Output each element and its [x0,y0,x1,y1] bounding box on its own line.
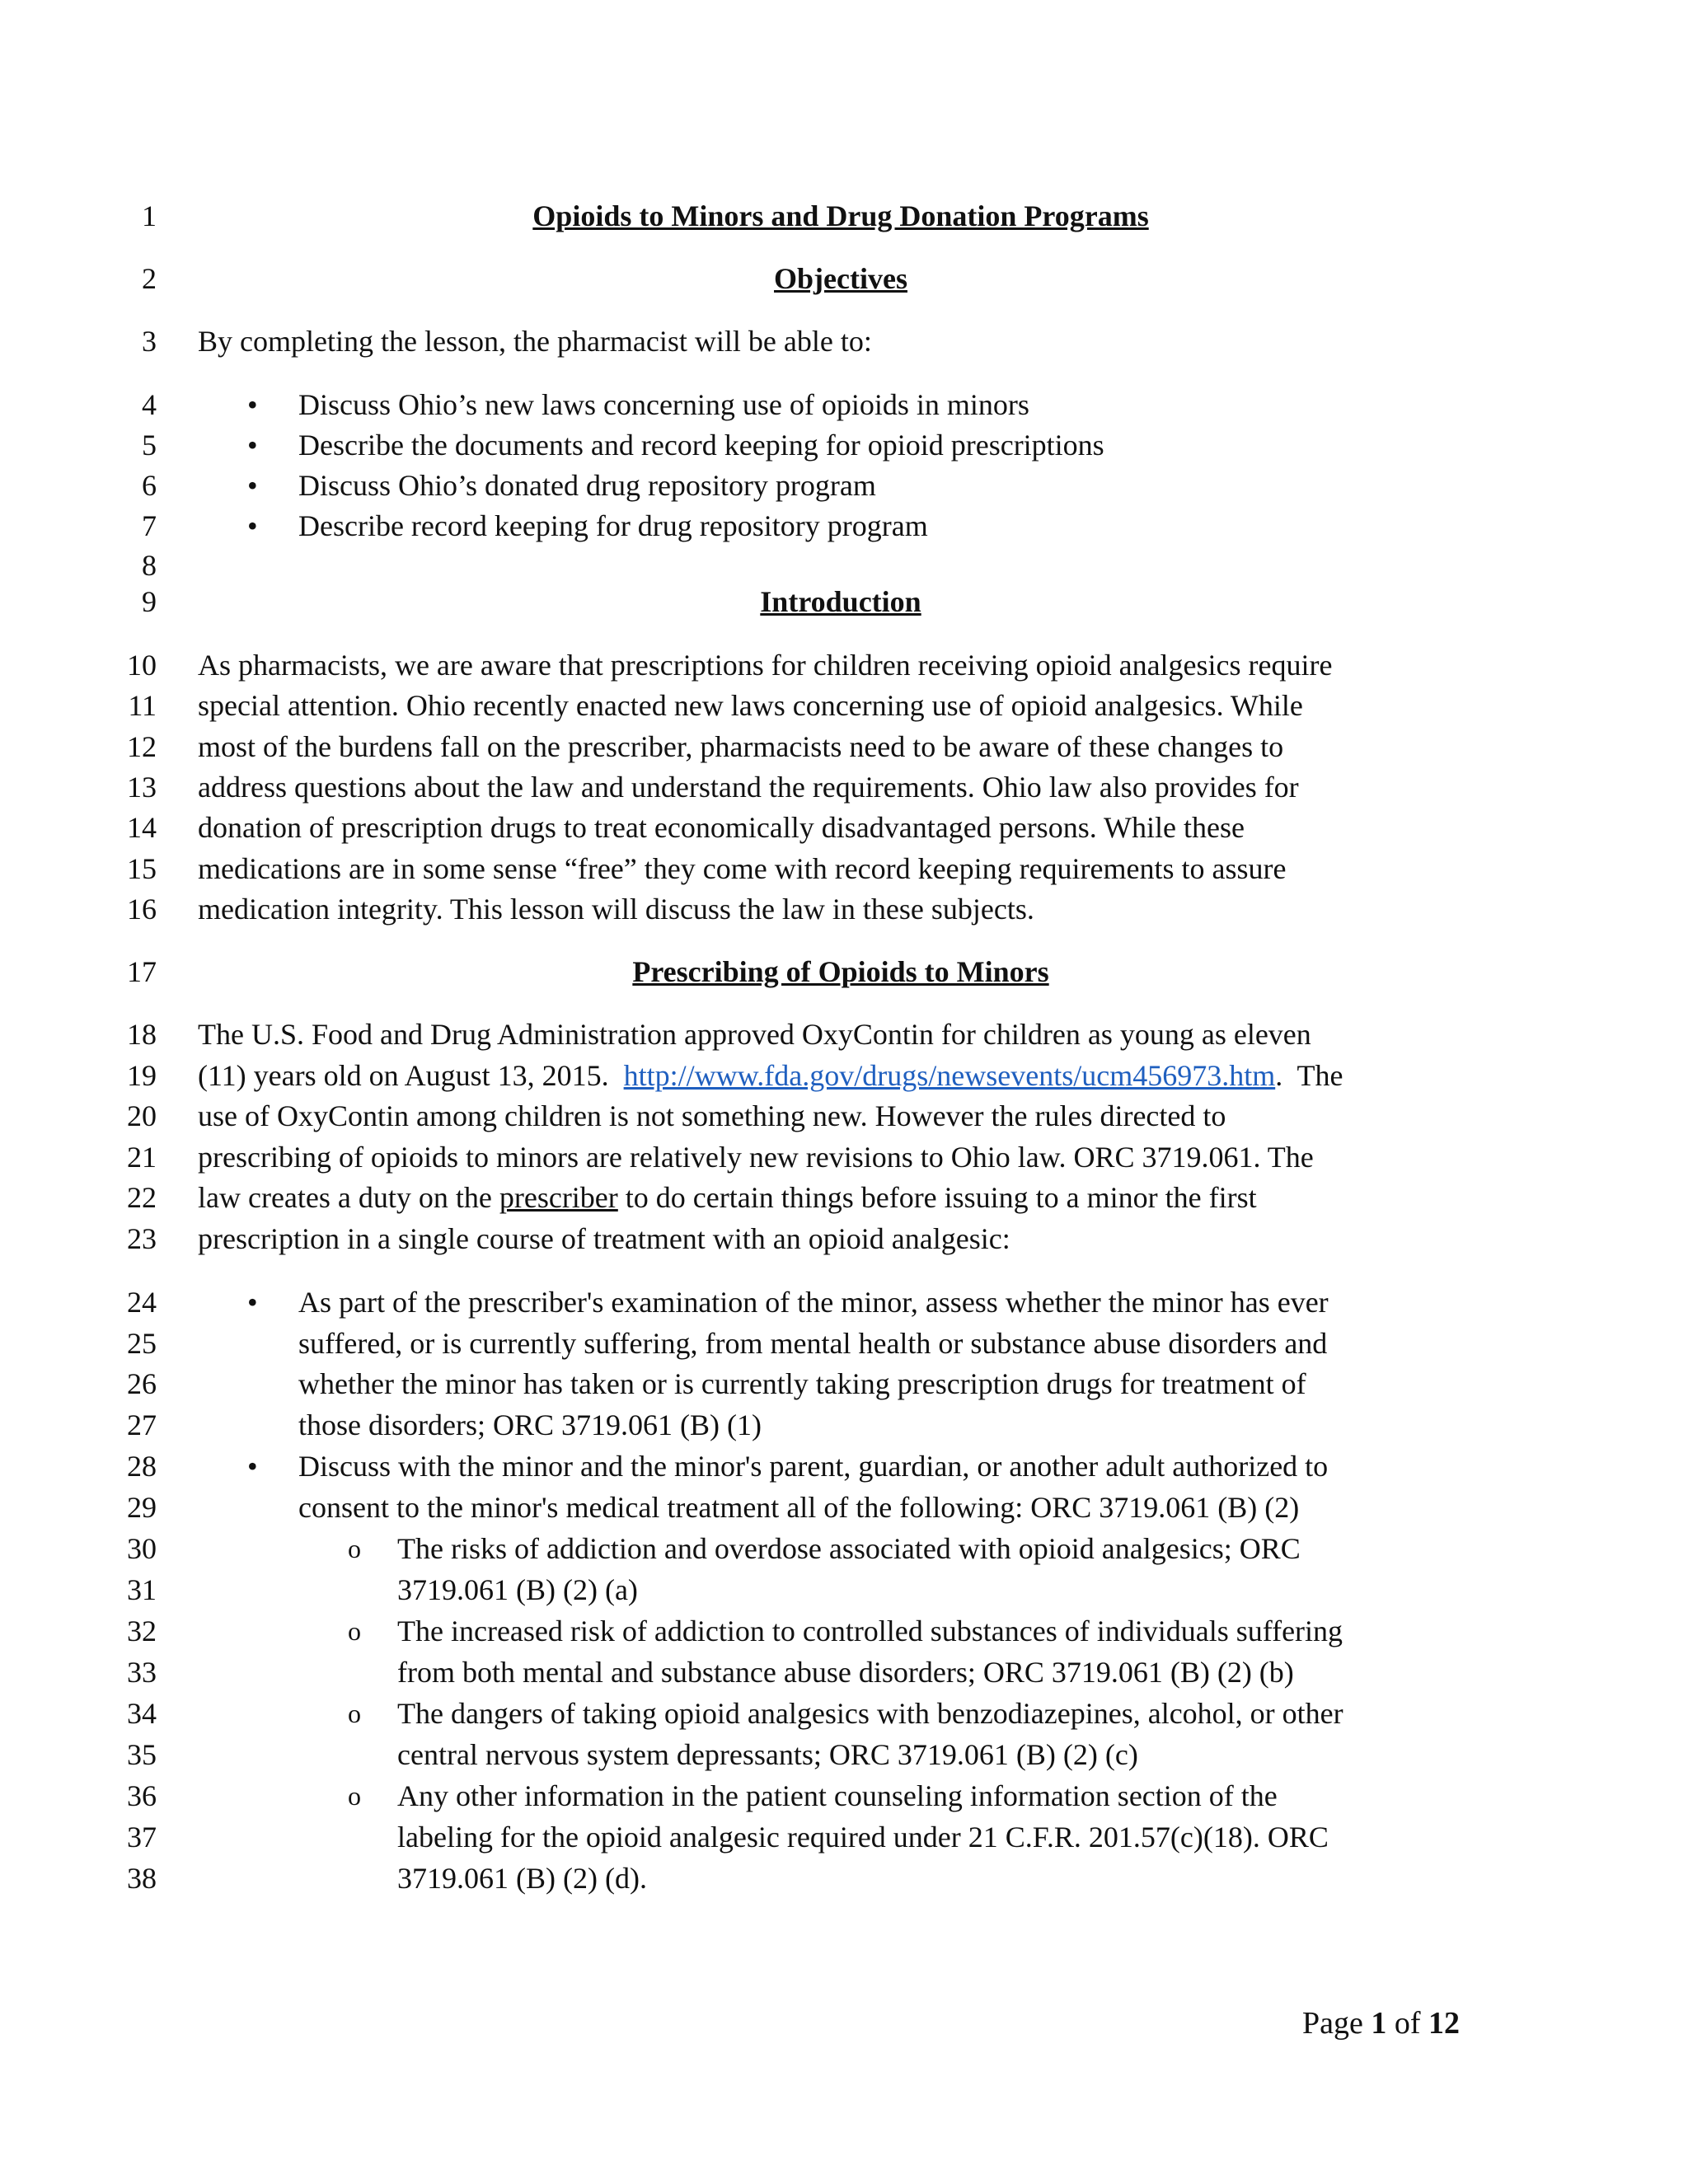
line-number: 35 [127,1738,157,1771]
duty-line: whether the minor has taken or is currently taking prescription drugs for treatment of [298,1367,1306,1400]
line-number: 21 [127,1141,157,1174]
line-number: 24 [127,1286,157,1319]
prescribing-line: prescribing of opioids to minors are relatively new revisions to Ohio law. ORC 3719.061. The [198,1141,1314,1174]
introduction-line: most of the burdens fall on the prescriber, pharmacists need to be aware of these changes to [198,730,1284,763]
prescribing-text: . The [1275,1059,1343,1092]
sub-duty-line: 3719.061 (B) (2) (a) [397,1573,638,1606]
line-number: 18 [127,1018,157,1051]
duty-line: those disorders; ORC 3719.061 (B) (1) [298,1408,762,1441]
objective-item: Describe the documents and record keeping for opioid prescriptions [298,429,1104,462]
line-number: 32 [127,1615,157,1647]
duty-line: suffered, or is currently suffering, from mental health or substance abuse disorders and [298,1327,1328,1360]
line-number: 9 [142,585,157,618]
bullet-icon: • [247,469,258,502]
line-number: 33 [127,1656,157,1689]
introduction-line: special attention. Ohio recently enacted new laws concerning use of opioid analgesics. While [198,689,1303,722]
duty-line: As part of the prescriber's examination of the minor, assess whether the minor has ever [298,1286,1329,1319]
line-number: 4 [142,388,157,421]
line-number: 13 [127,771,157,804]
objectives-intro: By completing the lesson, the pharmacist will be able to: [198,325,872,358]
sub-bullet-icon: o [348,1781,361,1811]
line-number: 1 [142,199,157,232]
line-number: 31 [127,1573,157,1606]
line-number: 11 [128,689,157,722]
line-number: 19 [127,1059,157,1092]
sub-duty-line: from both mental and substance abuse disorders; ORC 3719.061 (B) (2) (b) [397,1656,1294,1689]
prescribing-text: law creates a duty on the [198,1181,499,1214]
introduction-line: address questions about the law and understand the requirements. Ohio law also provides for [198,771,1299,804]
line-number: 17 [127,955,157,988]
introduction-heading: Introduction [760,585,921,618]
line-number: 25 [127,1327,157,1360]
sub-duty-line: central nervous system depressants; ORC 3719.061 (B) (2) (c) [397,1738,1138,1771]
line-number: 20 [127,1099,157,1132]
prescribing-line [198,1057,1343,1094]
page-number: 1 [1371,2006,1387,2041]
line-number: 26 [127,1367,157,1400]
line-number: 2 [142,262,157,295]
line-number: 23 [127,1222,157,1255]
sub-duty-line: The risks of addiction and overdose associated with opioid analgesics; ORC [397,1532,1301,1565]
line-number: 5 [142,429,157,462]
line-number: 8 [142,549,157,582]
line-number: 27 [127,1408,157,1441]
bullet-icon: • [247,1450,258,1483]
page-footer [1302,2004,1460,2042]
prescribing-text: (11) years old on August 13, 2015. [198,1059,624,1092]
objective-item: Describe record keeping for drug repository program [298,509,928,542]
line-number: 22 [127,1181,157,1214]
introduction-line: As pharmacists, we are aware that prescriptions for children receiving opioid analgesics require [198,649,1333,682]
duty-line: Discuss with the minor and the minor's parent, guardian, or another adult authorized to [298,1450,1329,1483]
sub-bullet-icon: o [348,1616,361,1646]
bullet-icon: • [247,1286,258,1319]
bullet-icon: • [247,509,258,542]
introduction-line: medication integrity. This lesson will discuss the law in these subjects. [198,893,1034,926]
line-number: 10 [127,649,157,682]
line-number: 14 [127,811,157,844]
line-number: 7 [142,509,157,542]
bullet-icon: • [247,388,258,421]
sub-bullet-icon: o [348,1534,361,1563]
objective-item: Discuss Ohio’s donated drug repository program [298,469,876,502]
duty-line: consent to the minor's medical treatment all of the following: ORC 3719.061 (B) (2) [298,1491,1300,1524]
prescribing-text: to do certain things before issuing to a minor the first [617,1181,1257,1214]
line-number: 15 [127,852,157,885]
prescribing-line: prescription in a single course of treatment with an opioid analgesic: [198,1222,1010,1255]
introduction-line: medications are in some sense “free” they come with record keeping requirements to assure [198,852,1287,885]
prescriber-emphasis: prescriber [499,1181,618,1214]
line-number: 16 [127,893,157,926]
prescribing-line [198,1179,1257,1216]
line-number: 34 [127,1697,157,1730]
line-number: 37 [127,1821,157,1854]
of-label: of [1386,2006,1429,2041]
fda-link[interactable]: http://www.fda.gov/drugs/newsevents/ucm456973.htm [623,1059,1276,1092]
prescribing-line: use of OxyContin among children is not something new. However the rules directed to [198,1099,1226,1132]
prescribing-line: The U.S. Food and Drug Administration approved OxyContin for children as young as eleven [198,1018,1311,1051]
introduction-line: donation of prescription drugs to treat economically disadvantaged persons. While these [198,811,1245,844]
sub-duty-line: The increased risk of addiction to controlled substances of individuals suffering [397,1615,1343,1647]
line-number: 29 [127,1491,157,1524]
objective-item: Discuss Ohio’s new laws concerning use of opioids in minors [298,388,1029,421]
line-number: 38 [127,1862,157,1895]
page-label: Page [1302,2006,1372,2041]
sub-duty-line: Any other information in the patient counseling information section of the [397,1779,1278,1812]
total-pages: 12 [1428,2006,1461,2041]
line-number: 12 [127,730,157,763]
sub-duty-line: The dangers of taking opioid analgesics with benzodiazepines, alcohol, or other [397,1697,1343,1730]
document-title: Opioids to Minors and Drug Donation Programs [532,199,1149,232]
line-number: 36 [127,1779,157,1812]
line-number: 30 [127,1532,157,1565]
line-number: 28 [127,1450,157,1483]
sub-duty-line: labeling for the opioid analgesic required under 21 C.F.R. 201.57(c)(18). ORC [397,1821,1329,1854]
sub-duty-line: 3719.061 (B) (2) (d). [397,1862,647,1895]
line-number: 6 [142,469,157,502]
objectives-heading: Objectives [774,262,907,295]
bullet-icon: • [247,429,258,462]
line-number: 3 [142,325,157,358]
prescribing-heading: Prescribing of Opioids to Minors [632,955,1049,988]
sub-bullet-icon: o [348,1699,361,1728]
